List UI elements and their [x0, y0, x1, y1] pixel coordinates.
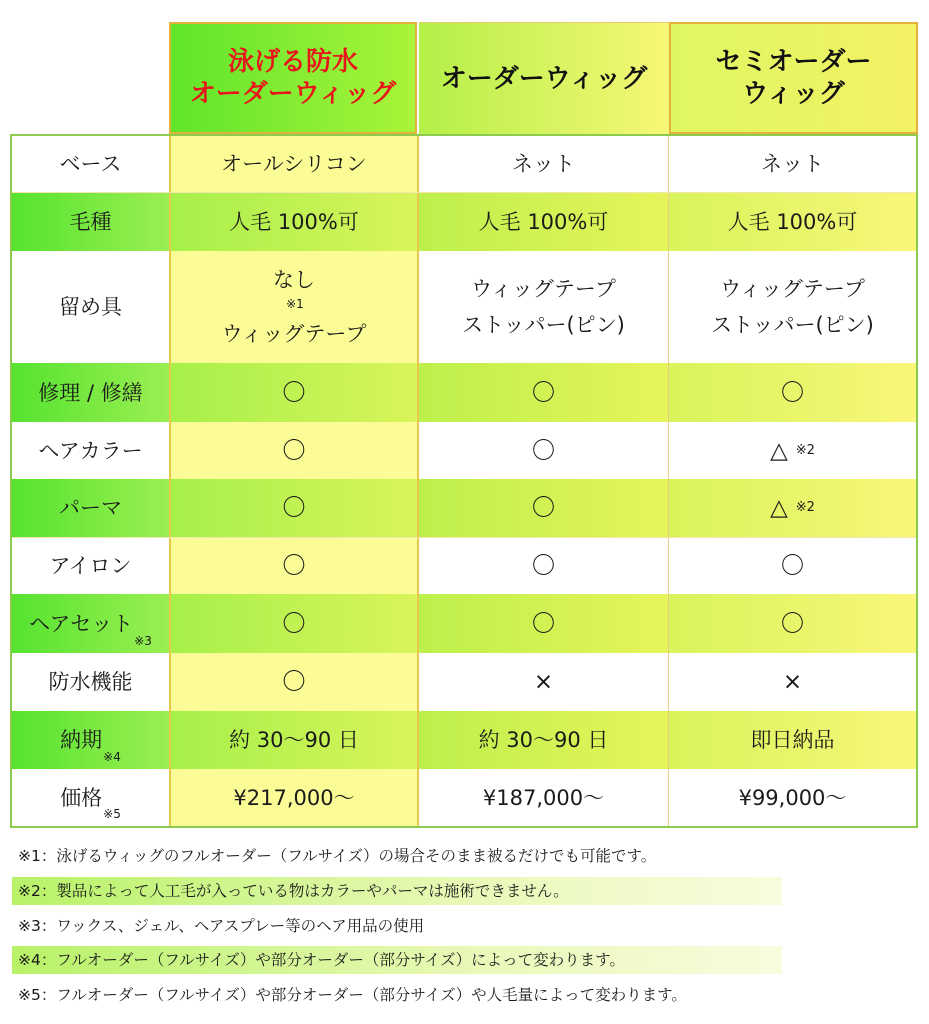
row-label: 修理 / 修繕	[12, 363, 169, 422]
footnote-mark: ※3	[134, 634, 152, 648]
header-line: オーダーウィッグ	[189, 79, 397, 109]
cell-value	[669, 479, 916, 537]
table-body	[10, 134, 918, 828]
cell-line: ウィッグテープ	[221, 322, 367, 346]
circle-mark: 〇	[419, 594, 669, 653]
circle-mark: 〇	[419, 422, 669, 479]
header-order-wig	[419, 22, 669, 134]
cell-value: 人毛 100%可	[169, 192, 419, 251]
cell-line: ウィッグテープ	[720, 277, 865, 301]
cell-value: 人毛 100%可	[419, 192, 669, 251]
table-row	[12, 479, 916, 537]
table-row	[12, 192, 916, 251]
cross-mark: ×	[419, 653, 669, 711]
table-row	[12, 594, 916, 653]
row-label: 留め具	[12, 251, 169, 363]
row-label: 納期 ※4	[12, 711, 169, 769]
cell-value: オールシリコン	[169, 136, 419, 192]
circle-mark: 〇	[669, 537, 916, 594]
circle-mark: 〇	[419, 537, 669, 594]
cell-value: 約 30〜90 日	[419, 711, 669, 769]
header-line: 泳げる防水	[227, 47, 358, 77]
row-label: アイロン	[12, 537, 169, 594]
circle-mark: 〇	[169, 594, 419, 653]
circle-mark: 〇	[669, 363, 916, 422]
table-row	[12, 363, 916, 422]
table-row	[12, 136, 916, 192]
cell-line: ストッパー(ピン)	[711, 313, 874, 337]
row-label: ヘアセット ※3	[12, 594, 169, 653]
cell-value	[169, 251, 419, 363]
circle-mark: 〇	[169, 537, 419, 594]
header-line: セミオーダー	[715, 47, 872, 77]
footnote-mark: ※4	[103, 750, 121, 764]
table-row	[12, 537, 916, 594]
footnote-1: ※1：泳げるウィッグのフルオーダー（フルサイズ）の場合そのまま被るだけでも可能です。	[18, 847, 657, 865]
header-line: ウィッグ	[742, 79, 845, 109]
cell-value	[419, 251, 669, 363]
cell-line: ストッパー(ピン)	[462, 313, 625, 337]
triangle-mark: △	[770, 495, 788, 521]
footnote-4: ※4：フルオーダー（フルサイズ）や部分オーダー（部分サイズ）によって変わります。	[12, 946, 782, 974]
circle-mark: 〇	[169, 479, 419, 537]
header-line: オーダーウィッグ	[440, 63, 648, 94]
table-row	[12, 653, 916, 711]
row-divider	[12, 192, 916, 193]
row-label: 毛種	[12, 192, 169, 251]
row-label: ヘアカラー	[12, 422, 169, 479]
table-row	[12, 251, 916, 363]
footnote-2: ※2：製品によって人工毛が入っている物はカラーやパーマは施術できません。	[12, 877, 782, 905]
cell-value: ネット	[669, 136, 916, 192]
circle-mark: 〇	[419, 479, 669, 537]
table-row	[12, 769, 916, 826]
row-label: 防水機能	[12, 653, 169, 711]
row-divider	[12, 537, 916, 538]
row-label: ベース	[12, 136, 169, 192]
footnote-3: ※3：ワックス、ジェル、ヘアスプレー等のヘア用品の使用	[18, 917, 425, 935]
row-label: 価格 ※5	[12, 769, 169, 826]
cell-value	[669, 251, 916, 363]
circle-mark: 〇	[169, 422, 419, 479]
footnote-mark: ※5	[103, 807, 121, 821]
footnote-mark: ※2	[795, 442, 815, 458]
footnote-mark: ※2	[795, 500, 815, 515]
cell-value: 約 30〜90 日	[169, 711, 419, 769]
circle-mark: 〇	[669, 594, 916, 653]
cell-value: 即日納品	[669, 711, 916, 769]
cell-line: なし	[272, 268, 315, 292]
circle-mark: 〇	[419, 363, 669, 422]
circle-mark: 〇	[169, 363, 419, 422]
price-value: ¥217,000〜	[169, 769, 419, 826]
cell-line: ウィッグテープ	[471, 277, 616, 301]
table-row	[12, 711, 916, 769]
header-swimming-waterproof-wig	[169, 22, 417, 134]
header-semi-order-wig	[669, 22, 918, 134]
footnote-mark: ※1	[286, 297, 304, 311]
triangle-mark: △	[770, 437, 788, 464]
cross-mark: ×	[669, 653, 916, 711]
price-value: ¥99,000〜	[669, 769, 916, 826]
circle-mark: 〇	[169, 653, 419, 711]
table-row	[12, 422, 916, 479]
price-value: ¥187,000〜	[419, 769, 669, 826]
cell-value: 人毛 100%可	[669, 192, 916, 251]
cell-value	[669, 422, 916, 479]
row-label: パーマ	[12, 479, 169, 537]
footnote-5: ※5：フルオーダー（フルサイズ）や部分オーダー（部分サイズ）や人毛量によって変わります。	[18, 986, 687, 1004]
cell-value: ネット	[419, 136, 669, 192]
